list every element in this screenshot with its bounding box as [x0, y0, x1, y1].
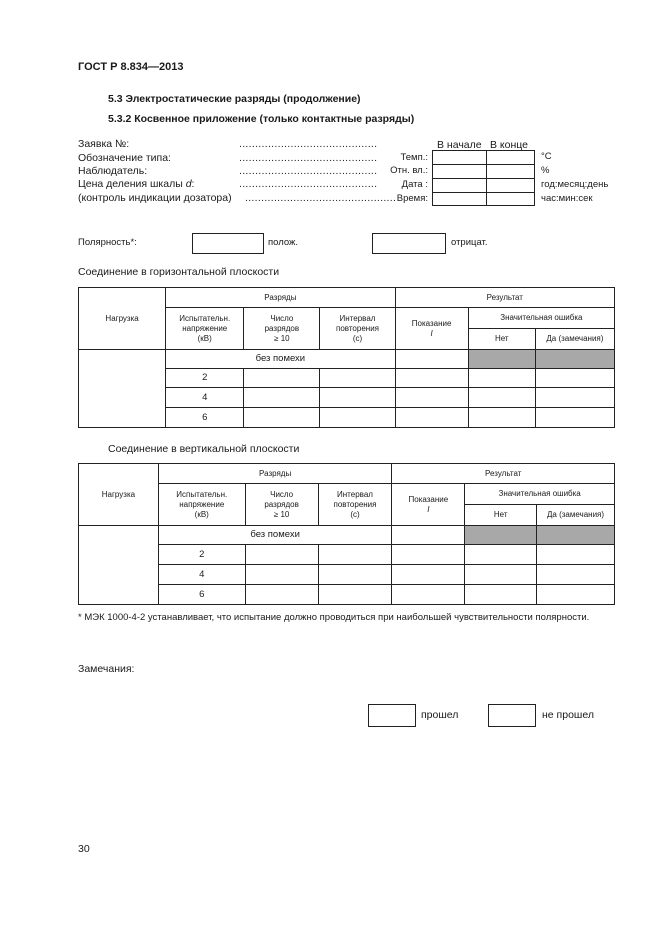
header-reading: Показание I	[392, 484, 465, 526]
cell-shaded	[465, 526, 537, 545]
cell-count[interactable]	[245, 545, 318, 565]
page-number: 30	[78, 843, 90, 855]
cell-yes[interactable]	[537, 585, 615, 605]
voltage-value: 6	[166, 408, 244, 428]
cell-yes[interactable]	[537, 565, 615, 585]
table-vertical-caption: Соединение в вертикальной плоскости	[108, 443, 300, 455]
header-interval: Интервал повторения (с)	[320, 308, 395, 350]
load-cell[interactable]	[79, 526, 159, 605]
field-label-scale-division: Цена деления шкалы d:	[78, 178, 195, 190]
header-yes-remarks: Да (замечания)	[535, 329, 614, 350]
cell-yes[interactable]	[537, 545, 615, 565]
unit-humidity: %	[541, 165, 550, 176]
row-no-noise: без помехи	[158, 526, 392, 545]
voltage-value: 4	[158, 565, 245, 585]
fail-checkbox[interactable]	[488, 704, 536, 727]
column-header-end: В конце	[490, 139, 529, 151]
cell-interval[interactable]	[318, 585, 392, 605]
voltage-value: 2	[158, 545, 245, 565]
humidity-start-cell[interactable]	[433, 165, 487, 179]
cell-shaded	[468, 350, 535, 369]
humidity-end-cell[interactable]	[487, 165, 535, 179]
header-no: Нет	[468, 329, 535, 350]
header-reading: Показание I	[395, 308, 468, 350]
unit-time: час:мин:сек	[541, 193, 593, 204]
header-result: Результат	[395, 288, 614, 308]
pass-checkbox[interactable]	[368, 704, 416, 727]
cell-count[interactable]	[244, 388, 320, 408]
date-start-cell[interactable]	[433, 179, 487, 193]
header-discharges: Разряды	[158, 464, 392, 484]
row-no-noise: без помехи	[166, 350, 395, 369]
unit-date: год:месяц:день	[541, 179, 609, 190]
measure-label-temp: Темп.:	[400, 152, 428, 163]
cell-count[interactable]	[244, 369, 320, 388]
header-voltage: Испытательн. напряжение (кВ)	[158, 484, 245, 526]
time-end-cell[interactable]	[487, 193, 535, 206]
cell-reading[interactable]	[395, 350, 468, 369]
field-label-observer: Наблюдатель:	[78, 165, 148, 177]
measure-label-date: Дата :	[401, 179, 428, 190]
cell-no[interactable]	[465, 585, 537, 605]
header-load: Нагрузка	[79, 464, 159, 526]
measure-label-humidity: Отн. вл.:	[390, 165, 428, 176]
field-dots-dispenser-control[interactable]: ...............................................	[245, 192, 397, 204]
measurement-grid	[432, 150, 535, 205]
cell-yes[interactable]	[535, 369, 614, 388]
voltage-value: 4	[166, 388, 244, 408]
cell-shaded	[535, 350, 614, 369]
field-dots-observer[interactable]: ...........................................	[239, 165, 378, 177]
cell-reading[interactable]	[395, 408, 468, 428]
table-horizontal	[78, 287, 615, 428]
table-vertical	[78, 463, 615, 605]
cell-no[interactable]	[468, 388, 535, 408]
header-count: Число разрядов ≥ 10	[245, 484, 318, 526]
temp-start-cell[interactable]	[433, 151, 487, 165]
cell-no[interactable]	[468, 369, 535, 388]
cell-no[interactable]	[465, 545, 537, 565]
header-load: Нагрузка	[79, 288, 166, 350]
polarity-positive-box[interactable]	[192, 233, 264, 254]
cell-yes[interactable]	[535, 388, 614, 408]
cell-interval[interactable]	[318, 565, 392, 585]
polarity-positive-label: полож.	[268, 237, 299, 248]
document-id: ГОСТ Р 8.834—2013	[78, 61, 184, 73]
header-no: Нет	[465, 505, 537, 526]
polarity-negative-box[interactable]	[372, 233, 446, 254]
header-significant-error: Значительная ошибка	[465, 484, 615, 505]
polarity-label: Полярность*:	[78, 237, 137, 248]
cell-reading[interactable]	[392, 526, 465, 545]
field-label-dispenser-control: (контроль индикации дозатора)	[78, 192, 235, 204]
measure-label-time: Время:	[396, 193, 428, 204]
cell-reading[interactable]	[392, 545, 465, 565]
field-dots-type[interactable]: ...........................................	[239, 152, 378, 164]
table-horizontal-caption: Соединение в горизонтальной плоскости	[78, 266, 280, 278]
header-result: Результат	[392, 464, 615, 484]
column-header-start: В начале	[437, 139, 482, 151]
field-dots-scale-division[interactable]: ...........................................	[239, 178, 378, 190]
cell-interval[interactable]	[318, 545, 392, 565]
header-significant-error: Значительная ошибка	[468, 308, 614, 329]
cell-interval[interactable]	[320, 408, 395, 428]
cell-yes[interactable]	[535, 408, 614, 428]
cell-reading[interactable]	[395, 369, 468, 388]
cell-reading[interactable]	[392, 585, 465, 605]
header-voltage: Испытательн. напряжение (кВ)	[166, 308, 244, 350]
fail-label: не прошел	[542, 709, 594, 721]
header-discharges: Разряды	[166, 288, 395, 308]
pass-label: прошел	[421, 709, 459, 721]
temp-end-cell[interactable]	[487, 151, 535, 165]
cell-no[interactable]	[465, 565, 537, 585]
cell-interval[interactable]	[320, 388, 395, 408]
cell-reading[interactable]	[395, 388, 468, 408]
field-label-type: Обозначение типа:	[78, 152, 171, 164]
subsection-title: 5.3.2 Косвенное приложение (только контактные разряды)	[108, 113, 415, 125]
cell-interval[interactable]	[320, 369, 395, 388]
field-dots-application[interactable]: ...........................................	[239, 138, 378, 150]
unit-temp: °С	[541, 151, 552, 162]
voltage-value: 2	[166, 369, 244, 388]
cell-no[interactable]	[468, 408, 535, 428]
footnote: * МЭК 1000-4-2 устанавливает, что испытание должно проводиться при наибольшей чувствительности полярности.	[78, 612, 590, 623]
header-interval: Интервал повторения (с)	[318, 484, 392, 526]
field-label-application: Заявка №:	[78, 138, 130, 150]
header-count: Число разрядов ≥ 10	[244, 308, 320, 350]
cell-reading[interactable]	[392, 565, 465, 585]
header-yes-remarks: Да (замечания)	[537, 505, 615, 526]
section-title: 5.3 Электростатические разряды (продолжение)	[108, 93, 361, 105]
cell-count[interactable]	[244, 408, 320, 428]
cell-count[interactable]	[245, 585, 318, 605]
remarks-label: Замечания:	[78, 663, 135, 675]
load-cell[interactable]	[79, 350, 166, 428]
polarity-negative-label: отрицат.	[451, 237, 488, 248]
time-start-cell[interactable]	[433, 193, 487, 206]
cell-shaded	[537, 526, 615, 545]
cell-count[interactable]	[245, 565, 318, 585]
date-end-cell[interactable]	[487, 179, 535, 193]
voltage-value: 6	[158, 585, 245, 605]
